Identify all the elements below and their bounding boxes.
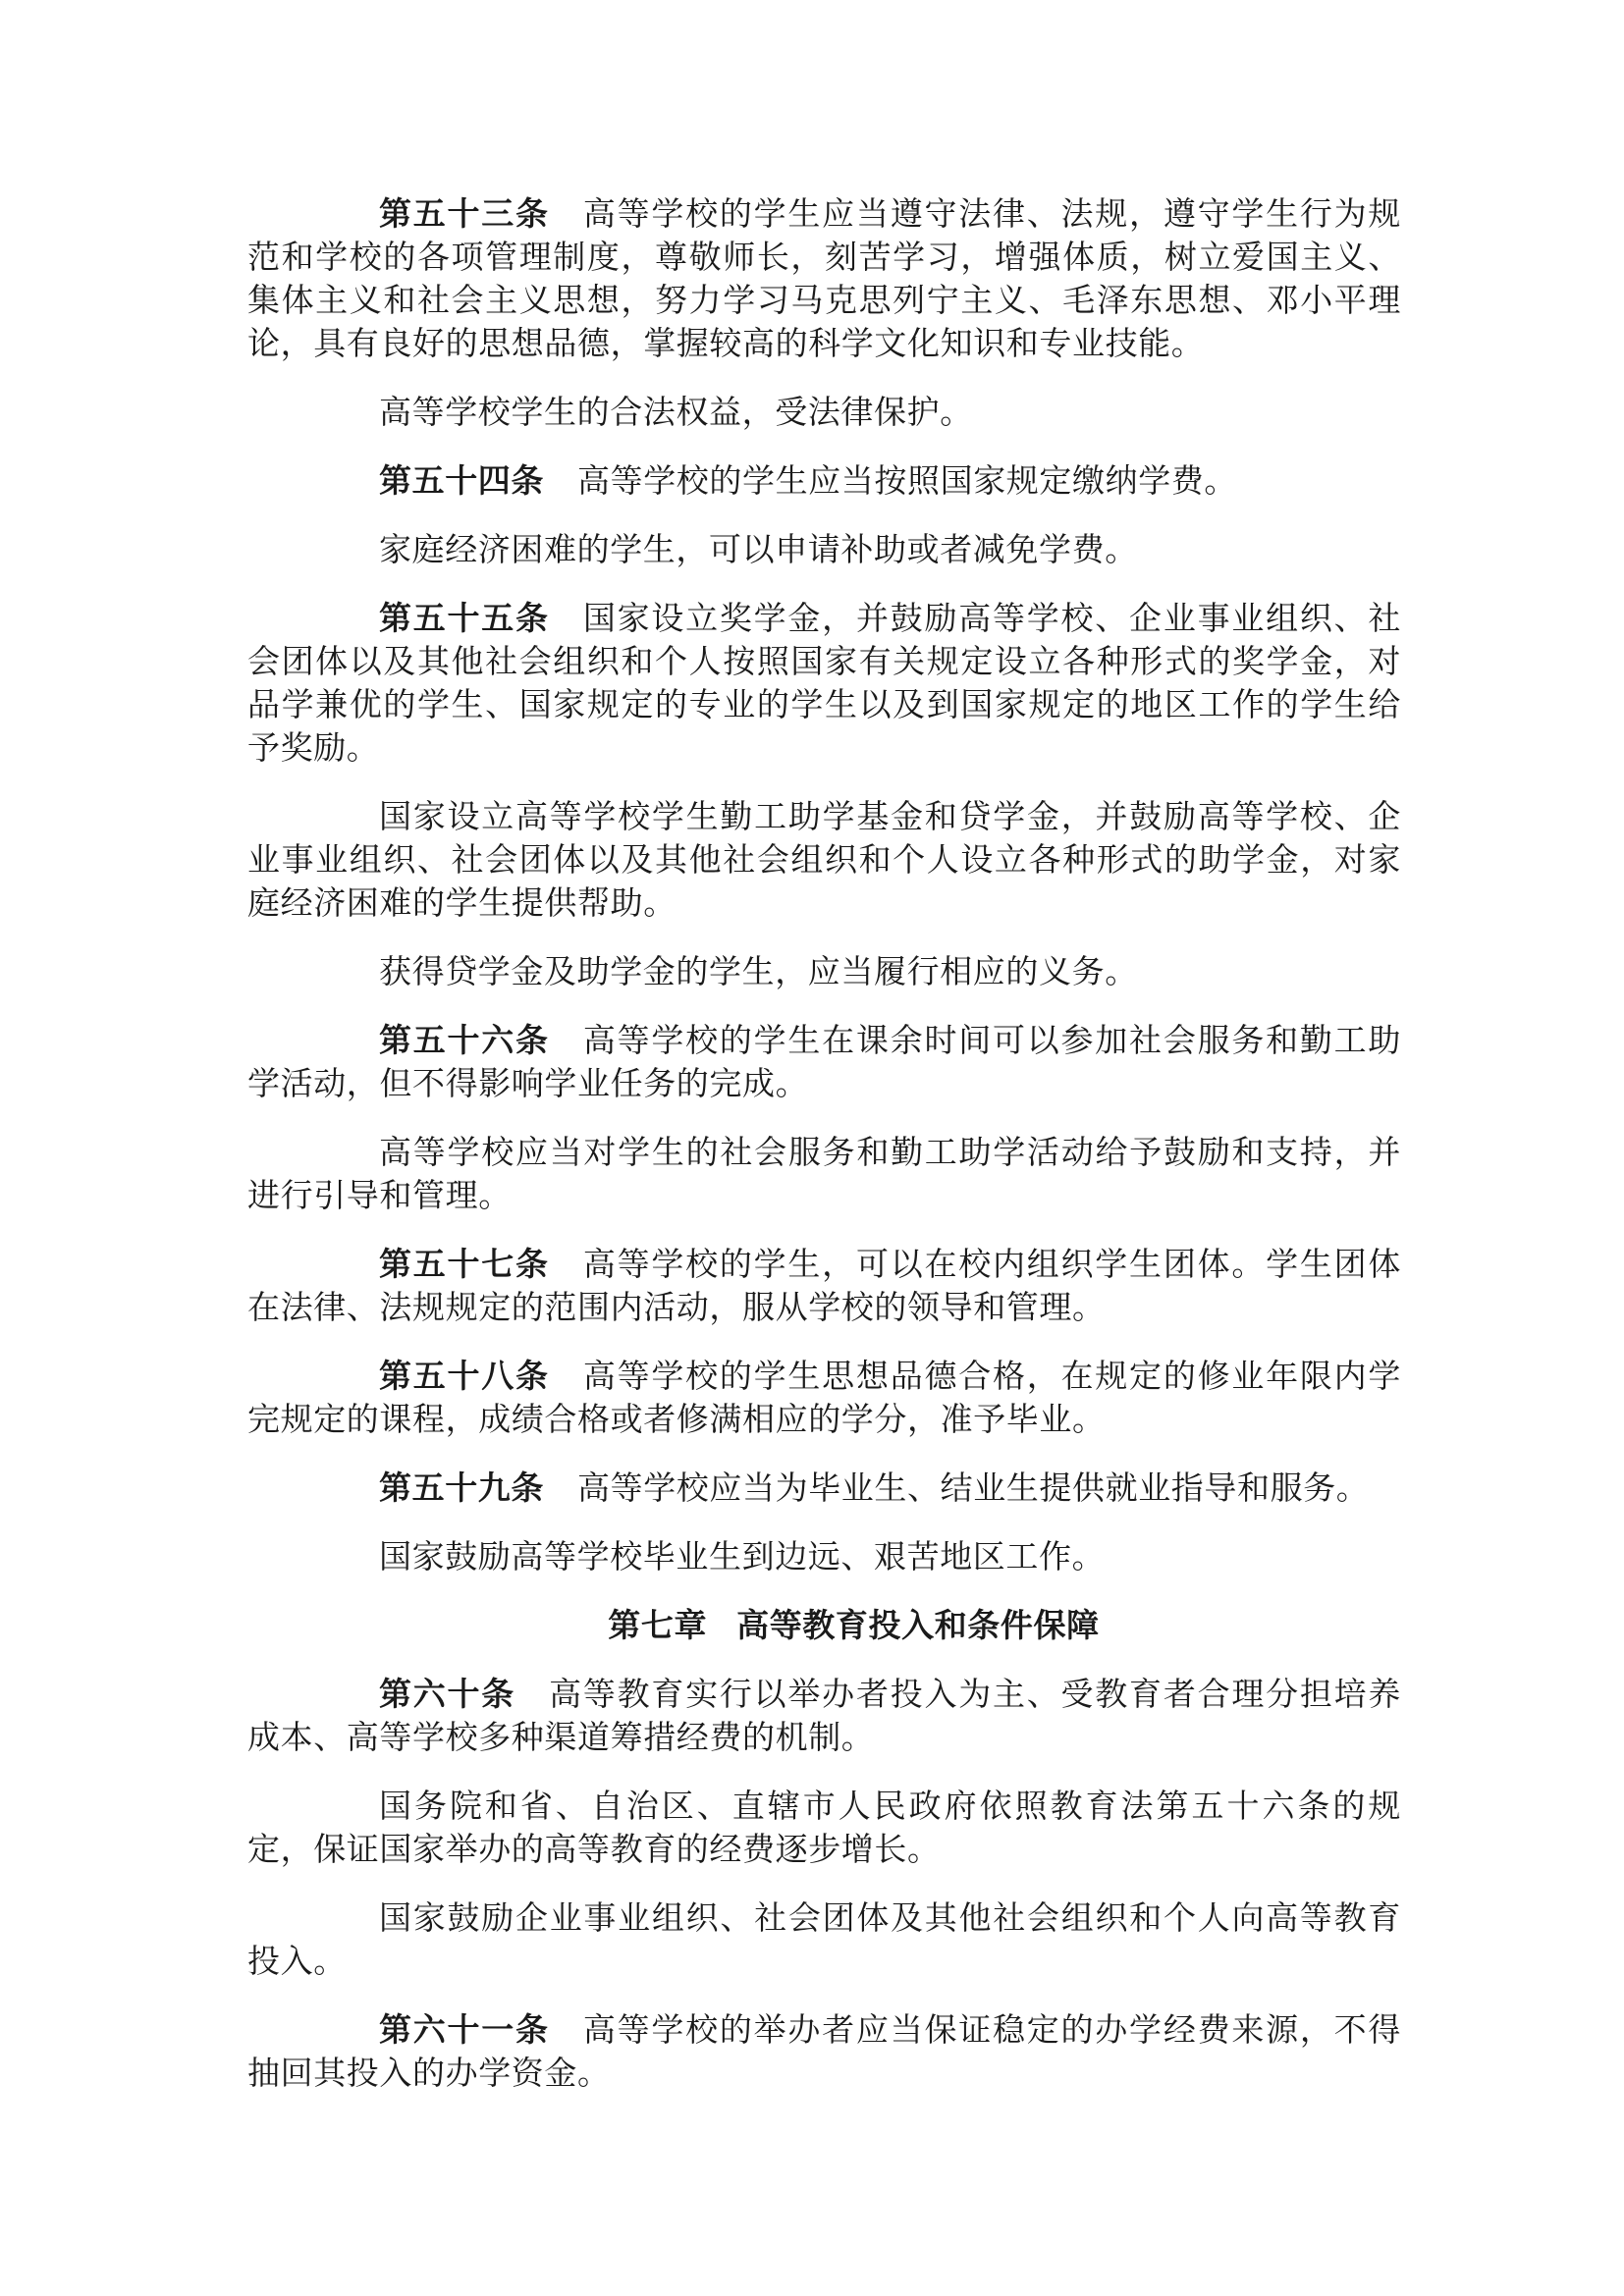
- article-paragraph: [247, 1243, 1401, 1329]
- paragraph-text: 高等学校应当对学生的社会服务和勤工助学活动给予鼓励和支持，并进行引导和管理。: [247, 1133, 1401, 1214]
- article-paragraph: [247, 192, 1401, 365]
- paragraph-text: 国家鼓励企业事业组织、社会团体及其他社会组织和个人向高等教育投入。: [247, 1898, 1401, 1980]
- paragraph-text: 高等学校学生的合法权益，受法律保护。: [379, 393, 973, 431]
- body-paragraph: [247, 528, 1401, 571]
- article-paragraph: [247, 1467, 1401, 1510]
- body-paragraph: [247, 1785, 1401, 1871]
- article-number: 第五十六条: [379, 1021, 550, 1059]
- body-paragraph: [247, 1896, 1401, 1983]
- body-paragraph: [247, 795, 1401, 925]
- article-number: 第五十七条: [379, 1245, 550, 1283]
- paragraph-text: 国务院和省、自治区、直辖市人民政府依照教育法第五十六条的规定，保证国家举办的高等教育的经费逐步增长。: [247, 1787, 1401, 1868]
- article-paragraph: [247, 597, 1401, 770]
- article-paragraph: [247, 1355, 1401, 1441]
- article-number: 第五十四条: [379, 461, 544, 500]
- paragraph-text: 国家设立高等学校学生勤工助学基金和贷学金，并鼓励高等学校、企业事业组织、社会团体以及其他社会组织和个人设立各种形式的助学金，对家庭经济困难的学生提供帮助。: [247, 797, 1401, 922]
- chapter-heading: [247, 1604, 1401, 1647]
- article-text: 高等学校的学生思想品德合格，在规定的修业年限内学完规定的课程，成绩合格或者修满相应的学分，准予毕业。: [247, 1357, 1402, 1438]
- article-number: 第五十三条: [379, 194, 550, 233]
- article-text: 高等学校的学生，可以在校内组织学生团体。学生团体在法律、法规规定的范围内活动，服从学校的领导和管理。: [247, 1245, 1402, 1326]
- article-number: 第六十条: [379, 1675, 516, 1713]
- article-text: 高等学校的学生应当遵守法律、法规，遵守学生行为规范和学校的各项管理制度，尊敬师长，刻苦学习，增强体质，树立爱国主义、集体主义和社会主义思想，努力学习马克思列宁主义、毛泽东思想、邓小平理论，具有良好的思想品德，掌握较高的科学文化知识和专业技能。: [247, 194, 1402, 362]
- article-paragraph: [247, 1019, 1401, 1105]
- article-text: 高等学校应当为毕业生、结业生提供就业指导和服务。: [577, 1468, 1370, 1507]
- paragraph-text: 家庭经济困难的学生，可以申请补助或者减免学费。: [379, 530, 1138, 568]
- paragraph-text: 国家鼓励高等学校毕业生到边远、艰苦地区工作。: [379, 1537, 1106, 1575]
- article-paragraph: [247, 2008, 1401, 2095]
- article-text: 高等学校的学生在课余时间可以参加社会服务和勤工助学活动，但不得影响学业任务的完成。: [247, 1021, 1402, 1102]
- article-number: 第六十一条: [379, 2010, 550, 2049]
- body-paragraph: [247, 950, 1401, 993]
- chapter-number: 第七章: [608, 1606, 708, 1644]
- article-paragraph: [247, 1673, 1401, 1759]
- body-paragraph: [247, 1131, 1401, 1217]
- chapter-title: 高等教育投入和条件保障: [736, 1606, 1100, 1644]
- paragraph-text: 获得贷学金及助学金的学生，应当履行相应的义务。: [379, 952, 1138, 990]
- body-paragraph: [247, 391, 1401, 434]
- article-text: 国家设立奖学金，并鼓励高等学校、企业事业组织、社会团体以及其他社会组织和个人按照国家有关规定设立各种形式的奖学金，对品学兼优的学生、国家规定的专业的学生以及到国家规定的地区工作的学生给予奖励。: [247, 599, 1402, 767]
- article-number: 第五十八条: [379, 1357, 550, 1395]
- article-text: 高等学校的举办者应当保证稳定的办学经费来源，不得抽回其投入的办学资金。: [247, 2010, 1402, 2092]
- document-page: [247, 192, 1401, 2120]
- body-paragraph: [247, 1535, 1401, 1578]
- article-text: 高等教育实行以举办者投入为主、受教育者合理分担培养成本、高等学校多种渠道筹措经费的机制。: [247, 1675, 1401, 1756]
- article-number: 第五十九条: [379, 1468, 544, 1507]
- article-paragraph: [247, 459, 1401, 503]
- article-text: 高等学校的学生应当按照国家规定缴纳学费。: [577, 461, 1237, 500]
- article-number: 第五十五条: [379, 599, 550, 637]
